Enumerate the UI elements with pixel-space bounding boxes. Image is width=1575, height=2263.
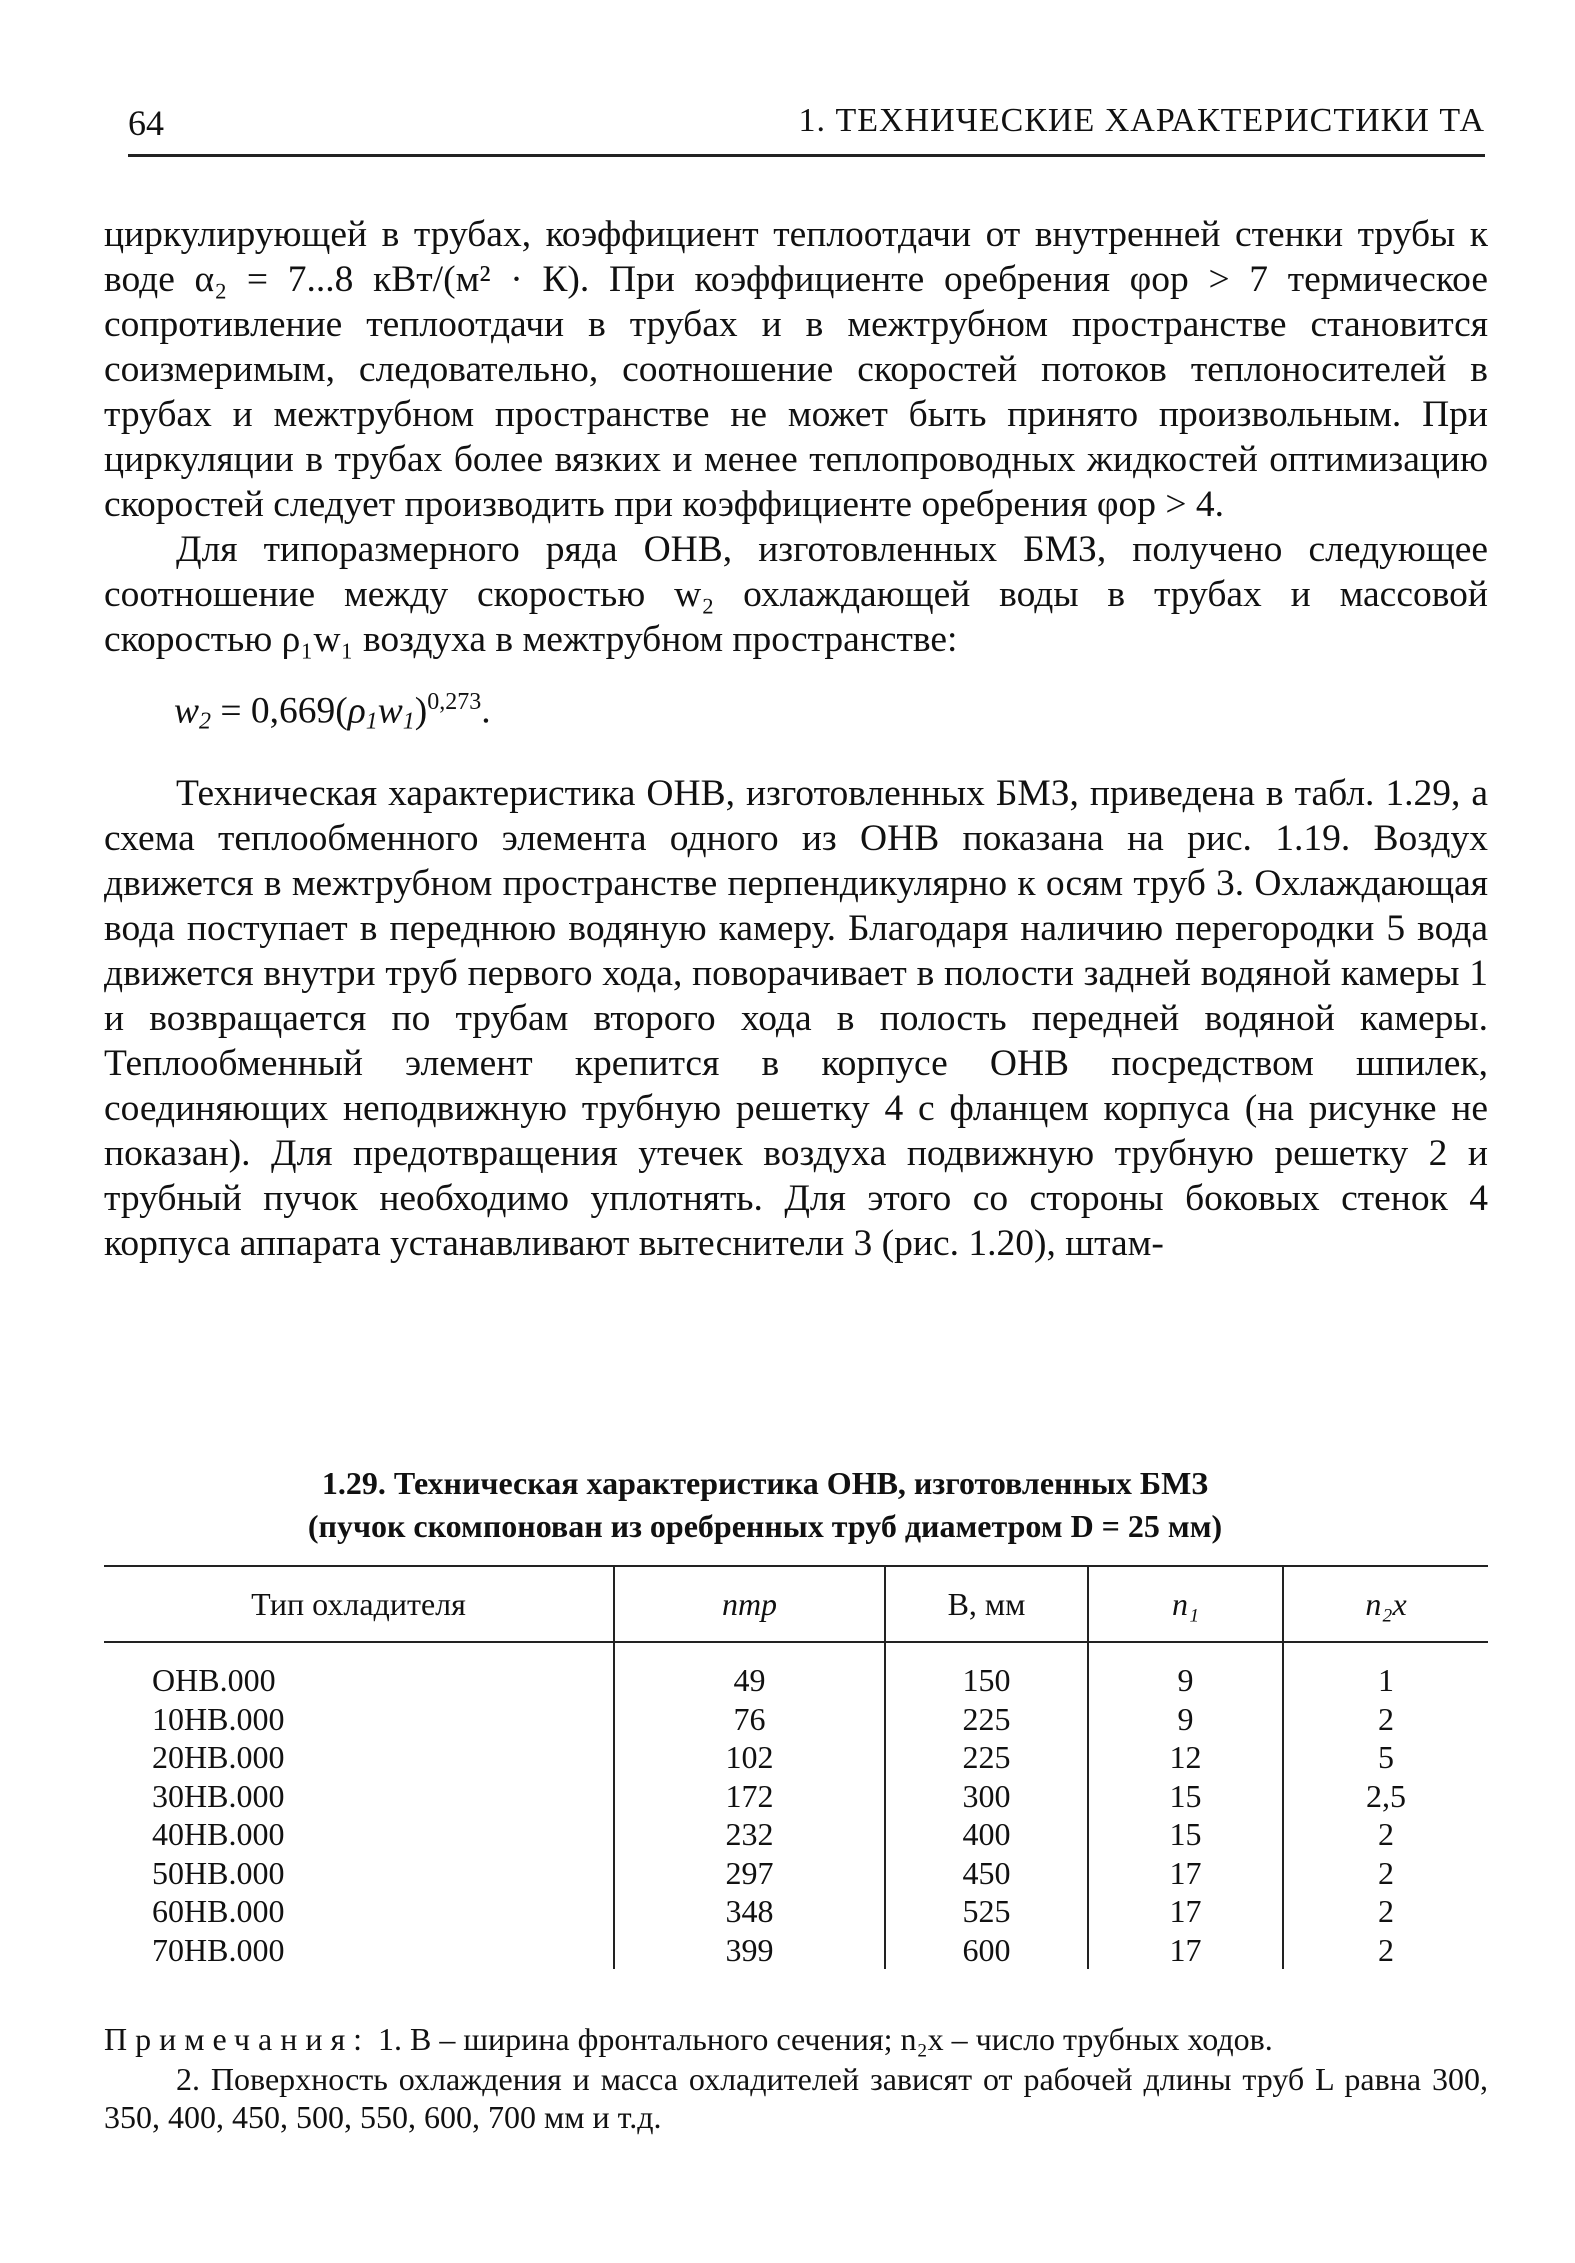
table-cell: 5 — [1378, 1739, 1394, 1775]
paragraph-2: Для типоразмерного ряда ОНВ, изготовленных БМЗ, получено следующее соотношение между скоростью w₂ охлаждающей воды в трубах и массовой скоростью ρ₁w₁ воздуха в межтрубном пространстве: — [104, 529, 1488, 660]
column-n1 — [1088, 1642, 1283, 1969]
formula-rho-sub: 1 — [365, 708, 378, 735]
running-title: 1. ТЕХНИЧЕСКИЕ ХАРАКТЕРИСТИКИ ТА — [798, 102, 1485, 139]
column-b — [885, 1642, 1088, 1969]
table-header-row — [104, 1566, 1488, 1642]
header-n2x: n₂x — [1283, 1566, 1488, 1642]
paragraph-3: Техническая характеристика ОНВ, изготовленных БМЗ, приведена в табл. 1.29, а схема теплообменного элемента одного из ОНВ показана на рис. 1.19. Воздух движется в межтрубном пространстве перпендикулярно к осям труб 3. Охлаждающая вода поступает в переднюю водяную камеру. Благодаря наличию перегородки 5 вода движется внутри труб первого хода, поворачивает в полости задней водяной камеры 1 и возвращается по трубам второго хода в полость передней водяной камеры. Теплообменный элемент крепится в корпусе ОНВ посредством шпилек, соединяющих неподвижную трубную решетку 4 с фланцем корпуса (на рисунке не показан). Для предотвращения утечек воздуха подвижную трубную решетку 2 и трубный пучок необходимо уплотнять. Для этого со стороны боковых стенок 4 корпуса аппарата устанавливают вытеснители 3 (рис. 1.20), штам- — [104, 772, 1488, 1264]
note-2: 2. Поверхность охлаждения и масса охладителей зависят от рабочей длины труб L равна 300, 350, 400, 450, 500, 550, 600, 700 мм и т.д. — [104, 2061, 1488, 2135]
formula-lhs: w — [174, 690, 200, 732]
table-cell: 300 — [962, 1777, 1011, 1814]
column-ntr — [614, 1642, 885, 1969]
table-cell: 15 — [1169, 1777, 1202, 1814]
table-caption-line1: 1.29. Техническая характеристика ОНВ, изготовленных БМЗ — [321, 1465, 1209, 1501]
table-cell: 2 — [1378, 1700, 1394, 1737]
table-cell: 70НВ.000 — [152, 1931, 285, 1968]
table-cell: 225 — [962, 1739, 1011, 1775]
formula-w1: w — [377, 690, 403, 732]
table-cell: 2 — [1378, 1816, 1394, 1852]
formula-close: ) — [414, 690, 428, 732]
column-type — [104, 1642, 614, 1969]
header-ntr: nтр — [614, 1566, 885, 1642]
table-cell: ОНВ.000 — [152, 1662, 276, 1698]
table-cell: 399 — [725, 1931, 774, 1968]
table-cell: 2 — [1378, 1854, 1394, 1891]
table-cell: 60НВ.000 — [152, 1893, 285, 1929]
table-cell: 525 — [962, 1893, 1011, 1929]
table-cell: 400 — [962, 1816, 1011, 1852]
column-n2x — [1283, 1642, 1488, 1969]
notes — [104, 2020, 1488, 2136]
formula-end: . — [481, 690, 491, 732]
table-cell: 30НВ.000 — [152, 1777, 285, 1814]
body-text — [104, 212, 1488, 1266]
table-cell: 172 — [725, 1777, 774, 1814]
header-type: Тип охладителя — [104, 1566, 614, 1642]
table-cell: 2 — [1378, 1931, 1394, 1968]
page-number: 64 — [128, 103, 164, 143]
table-cell: 232 — [725, 1816, 774, 1852]
table-cell: 12 — [1169, 1739, 1202, 1775]
table-cell: 9 — [1177, 1662, 1194, 1698]
formula — [174, 680, 1488, 745]
formula-lhs-sub: 2 — [199, 708, 212, 735]
table-cell: 17 — [1169, 1931, 1202, 1968]
table-cell: 600 — [962, 1931, 1011, 1968]
formula-w1-sub: 1 — [402, 708, 415, 735]
table-cell: 297 — [725, 1854, 774, 1891]
table-cell: 225 — [962, 1700, 1011, 1737]
table-cell: 450 — [962, 1854, 1011, 1891]
table-cell: 49 — [733, 1662, 766, 1698]
table-cell: 10НВ.000 — [152, 1700, 285, 1737]
spec-table — [104, 1565, 1488, 1969]
table-cell: 50НВ.000 — [152, 1854, 285, 1891]
table-cell: 15 — [1169, 1816, 1202, 1852]
table-cell: 40НВ.000 — [152, 1816, 285, 1852]
table-cell: 102 — [725, 1739, 774, 1775]
table-cell: 17 — [1169, 1854, 1202, 1891]
table-cell: 2,5 — [1366, 1777, 1406, 1814]
paragraph-1: циркулирующей в трубах, коэффициент теплоотдачи от внутренней стенки трубы к воде α₂ = 7...8 кВт/(м² · К). При коэффициенте оребрения φор > 7 термическое сопротивление теплоотдачи в трубах и в межтрубном пространстве становится соизмеримым, следовательно, соотношение скоростей потоков теплоносителей в трубах и межтрубном пространстве не может быть принято произвольным. При циркуляции в трубах более вязких и менее теплопроводных жидкостей оптимизацию скоростей следует производить при коэффициенте оребрения φор > 4. — [104, 214, 1488, 525]
table-cell: 2 — [1378, 1893, 1394, 1929]
page-header — [128, 98, 1485, 157]
table-caption — [200, 1462, 1330, 1548]
table-cell: 150 — [962, 1662, 1011, 1698]
table-cell: 76 — [733, 1700, 766, 1737]
table-cell: 20НВ.000 — [152, 1739, 285, 1775]
table-cell: 348 — [725, 1893, 774, 1929]
table-body — [104, 1642, 1488, 1969]
header-b: B, мм — [885, 1566, 1088, 1642]
formula-rho: ρ — [347, 690, 366, 732]
table-caption-line2: (пучок скомпонован из оребренных труб диаметром D = 25 мм) — [307, 1508, 1223, 1544]
notes-label: Примечания: — [104, 2021, 371, 2057]
table-cell: 1 — [1378, 1662, 1394, 1698]
formula-exponent: 0,273 — [427, 689, 482, 715]
note-1-text: 1. B – ширина фронтального сечения; n₂x – число трубных ходов. — [370, 2021, 1273, 2057]
formula-coef: = 0,669( — [211, 690, 348, 732]
note-1 — [104, 2020, 1488, 2058]
table-cell: 9 — [1177, 1700, 1194, 1737]
header-n1: n₁ — [1088, 1566, 1283, 1642]
table-cell: 17 — [1169, 1893, 1202, 1929]
